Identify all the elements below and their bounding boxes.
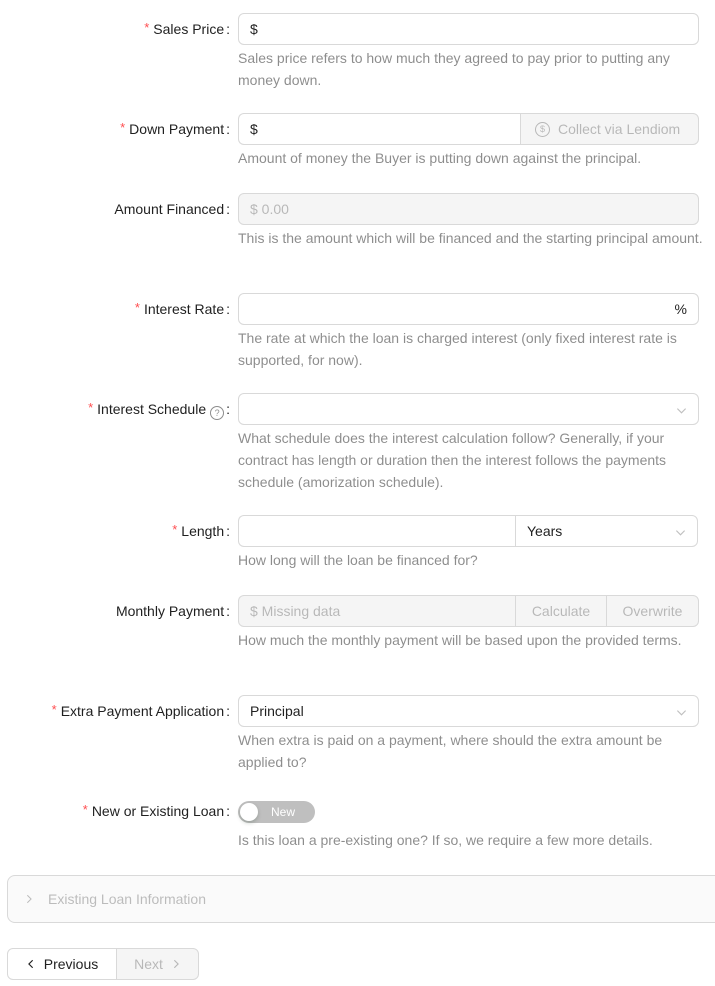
length-unit-select[interactable]: Years bbox=[515, 515, 698, 547]
interest-rate-help: The rate at which the loan is charged interest (only fixed interest rate is supported, for now). bbox=[238, 330, 677, 368]
chevron-right-icon bbox=[24, 876, 34, 922]
existing-loan-information-panel[interactable] bbox=[7, 875, 715, 923]
currency-prefix: $ bbox=[250, 121, 258, 137]
extra-payment-application-select[interactable]: Principal bbox=[238, 695, 699, 727]
required-mark: * bbox=[120, 120, 126, 135]
amount-financed-input[interactable]: $ 0.00 bbox=[238, 193, 699, 225]
chevron-down-icon bbox=[676, 394, 687, 426]
switch-text: New bbox=[271, 805, 296, 819]
percent-suffix: % bbox=[674, 301, 687, 317]
sales-price-label: * Sales Price : bbox=[144, 20, 230, 37]
down-payment-help: Amount of money the Buyer is putting down against the principal. bbox=[238, 150, 642, 166]
down-payment-input[interactable] bbox=[238, 113, 520, 145]
length-input[interactable] bbox=[238, 515, 515, 547]
collect-via-lendiom-button[interactable]: $ Collect via Lendiom bbox=[520, 113, 699, 145]
new-or-existing-loan-switch[interactable] bbox=[238, 801, 315, 823]
amount-financed-help: This is the amount which will be financed and the starting principal amount. bbox=[238, 230, 703, 246]
required-mark: * bbox=[82, 802, 88, 817]
chevron-down-icon bbox=[675, 516, 686, 548]
interest-rate-input[interactable] bbox=[238, 293, 699, 325]
new-or-existing-loan-help: Is this loan a pre-existing one? If so, we require a few more details. bbox=[238, 832, 653, 848]
length-label: * Length : bbox=[172, 522, 230, 539]
monthly-payment-label: Monthly Payment : bbox=[115, 603, 230, 619]
new-or-existing-loan-label: * New or Existing Loan : bbox=[82, 802, 230, 819]
previous-button[interactable]: Previous bbox=[7, 948, 117, 980]
amount-financed-label: Amount Financed : bbox=[114, 201, 230, 217]
extra-payment-application-label: * Extra Payment Application : bbox=[51, 702, 230, 719]
monthly-payment-input[interactable]: $ Missing data bbox=[238, 595, 515, 627]
question-circle-icon[interactable]: ? bbox=[210, 406, 224, 420]
currency-prefix: $ bbox=[250, 21, 258, 37]
required-mark: * bbox=[172, 522, 178, 537]
down-payment-label: * Down Payment : bbox=[120, 120, 230, 137]
required-mark: * bbox=[144, 20, 150, 35]
switch-knob bbox=[240, 803, 258, 821]
calculate-button[interactable]: Calculate bbox=[515, 595, 606, 627]
interest-schedule-select[interactable] bbox=[238, 393, 699, 425]
interest-rate-label: * Interest Rate : bbox=[134, 300, 230, 317]
sales-price-input[interactable] bbox=[238, 13, 699, 45]
length-group bbox=[238, 515, 698, 547]
required-mark: * bbox=[51, 702, 57, 717]
chevron-down-icon bbox=[676, 696, 687, 728]
required-mark: * bbox=[134, 300, 140, 315]
required-mark: * bbox=[88, 400, 94, 415]
chevron-right-icon bbox=[171, 959, 181, 969]
sales-price-help: Sales price refers to how much they agreed to pay prior to putting any money down. bbox=[238, 50, 670, 88]
overwrite-button[interactable]: Overwrite bbox=[606, 595, 699, 627]
existing-loan-information-title: Existing Loan Information bbox=[48, 891, 206, 907]
next-button[interactable]: Next bbox=[116, 948, 199, 980]
interest-schedule-label: * Interest Schedule ? : bbox=[88, 400, 230, 418]
length-help: How long will the loan be financed for? bbox=[238, 552, 478, 568]
interest-schedule-help: What schedule does the interest calculation follow? Generally, if your contract has length or duration then the interest follows the payments schedule (amorization schedule). bbox=[238, 430, 667, 490]
down-payment-group bbox=[238, 113, 699, 145]
chevron-left-icon bbox=[26, 959, 36, 969]
dollar-circle-icon: $ bbox=[535, 122, 550, 137]
monthly-payment-help: How much the monthly payment will be based upon the provided terms. bbox=[238, 632, 682, 648]
extra-payment-application-help: When extra is paid on a payment, where should the extra amount be applied to? bbox=[238, 732, 663, 770]
monthly-payment-group bbox=[238, 595, 699, 627]
